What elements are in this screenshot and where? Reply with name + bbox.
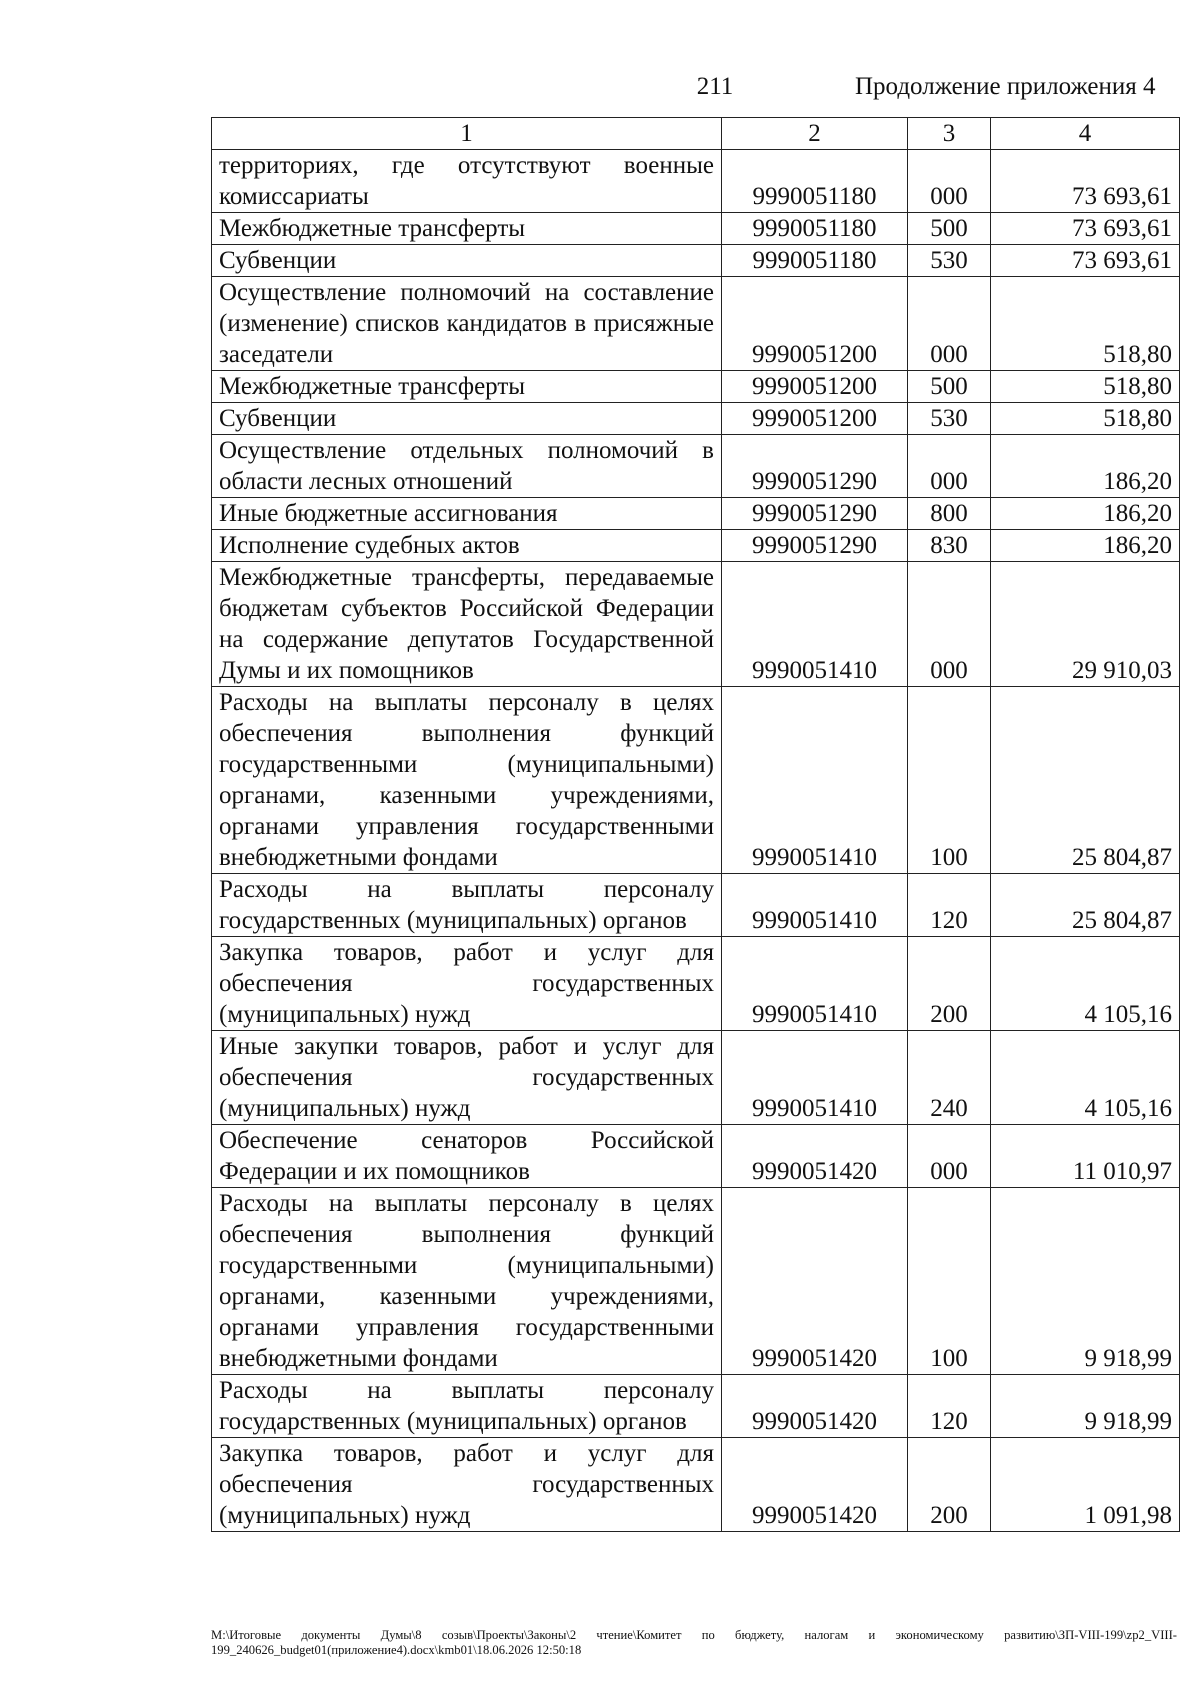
row-amount: 186,20: [991, 498, 1180, 530]
row-type: 530: [908, 403, 991, 435]
row-name: Иные бюджетные ассигнования: [212, 498, 722, 530]
row-name: Исполнение судебных актов: [212, 530, 722, 562]
row-amount: 186,20: [991, 530, 1180, 562]
table-row: [212, 213, 1180, 245]
row-code: 9990051180: [722, 213, 908, 245]
row-code: 9990051290: [722, 530, 908, 562]
row-name: Иные закупки товаров, работ и услуг для обеспечения государственных (муниципальных) нужд: [212, 1031, 722, 1125]
row-code: 9990051410: [722, 937, 908, 1031]
row-code: 9990051290: [722, 498, 908, 530]
row-name: Межбюджетные трансферты, передаваемые бюджетам субъектов Российской Федерации на содержание депутатов Государственной Думы и их помощников: [212, 562, 722, 687]
row-code: 9990051420: [722, 1125, 908, 1188]
row-type: 530: [908, 245, 991, 277]
column-header-type: 3: [908, 118, 991, 150]
row-amount: 11 010,97: [991, 1125, 1180, 1188]
row-code: 9990051410: [722, 562, 908, 687]
row-amount: 518,80: [991, 403, 1180, 435]
column-header-code: 2: [722, 118, 908, 150]
row-type: 000: [908, 150, 991, 213]
row-name: Обеспечение сенаторов Российской Федерации и их помощников: [212, 1125, 722, 1188]
budget-table: [211, 117, 1180, 1532]
row-amount: 25 804,87: [991, 687, 1180, 874]
table-row: [212, 277, 1180, 371]
row-name: Расходы на выплаты персоналу государственных (муниципальных) органов: [212, 874, 722, 937]
table-row: [212, 687, 1180, 874]
row-amount: 9 918,99: [991, 1375, 1180, 1438]
row-code: 9990051200: [722, 403, 908, 435]
row-type: 830: [908, 530, 991, 562]
table-row: [212, 1031, 1180, 1125]
table-row: [212, 1438, 1180, 1532]
row-code: 9990051290: [722, 435, 908, 498]
row-type: 100: [908, 687, 991, 874]
table-row: [212, 874, 1180, 937]
row-type: 000: [908, 435, 991, 498]
row-type: 200: [908, 1438, 991, 1532]
row-name: Межбюджетные трансферты: [212, 371, 722, 403]
row-type: 500: [908, 371, 991, 403]
row-type: 000: [908, 562, 991, 687]
row-type: 240: [908, 1031, 991, 1125]
row-code: 9990051200: [722, 371, 908, 403]
row-type: 120: [908, 1375, 991, 1438]
row-code: 9990051410: [722, 1031, 908, 1125]
row-type: 000: [908, 1125, 991, 1188]
page-number: 211: [696, 73, 734, 100]
row-type: 000: [908, 277, 991, 371]
table-row: [212, 530, 1180, 562]
row-code: 9990051180: [722, 150, 908, 213]
row-name: Межбюджетные трансферты: [212, 213, 722, 245]
row-name: Субвенции: [212, 245, 722, 277]
row-amount: 518,80: [991, 371, 1180, 403]
row-code: 9990051420: [722, 1438, 908, 1532]
row-name: Осуществление полномочий на составление (изменение) списков кандидатов в присяжные заседатели: [212, 277, 722, 371]
table-row: [212, 1188, 1180, 1375]
row-code: 9990051420: [722, 1375, 908, 1438]
row-amount: 25 804,87: [991, 874, 1180, 937]
row-code: 9990051410: [722, 874, 908, 937]
row-amount: 9 918,99: [991, 1188, 1180, 1375]
table-row: [212, 937, 1180, 1031]
row-type: 800: [908, 498, 991, 530]
row-code: 9990051410: [722, 687, 908, 874]
row-name: Расходы на выплаты персоналу в целях обеспечения выполнения функций государственными (муниципальными) органами, казенными учреждениями, органами управления государственными внебюджетными фондами: [212, 687, 722, 874]
row-type: 500: [908, 213, 991, 245]
row-name: Расходы на выплаты персоналу в целях обеспечения выполнения функций государственными (муниципальными) органами, казенными учреждениями, органами управления государственными внебюджетными фондами: [212, 1188, 722, 1375]
row-amount: 73 693,61: [991, 150, 1180, 213]
row-amount: 29 910,03: [991, 562, 1180, 687]
table-row: [212, 245, 1180, 277]
row-code: 9990051420: [722, 1188, 908, 1375]
column-header-amount: 4: [991, 118, 1180, 150]
column-header-name: 1: [212, 118, 722, 150]
row-type: 120: [908, 874, 991, 937]
row-amount: 73 693,61: [991, 213, 1180, 245]
row-amount: 73 693,61: [991, 245, 1180, 277]
row-name: Закупка товаров, работ и услуг для обеспечения государственных (муниципальных) нужд: [212, 937, 722, 1031]
row-name: Субвенции: [212, 403, 722, 435]
row-type: 200: [908, 937, 991, 1031]
table-row: [212, 1125, 1180, 1188]
row-type: 100: [908, 1188, 991, 1375]
row-code: 9990051180: [722, 245, 908, 277]
table-row: [212, 150, 1180, 213]
table-row: [212, 562, 1180, 687]
table-row: [212, 498, 1180, 530]
row-name: Осуществление отдельных полномочий в области лесных отношений: [212, 435, 722, 498]
row-name: Расходы на выплаты персоналу государственных (муниципальных) органов: [212, 1375, 722, 1438]
row-amount: 4 105,16: [991, 1031, 1180, 1125]
table-row: [212, 1375, 1180, 1438]
row-code: 9990051200: [722, 277, 908, 371]
row-amount: 1 091,98: [991, 1438, 1180, 1532]
table-row: [212, 371, 1180, 403]
table-row: [212, 435, 1180, 498]
footer-file-path: М:\Итоговые документы Думы\8 созыв\Проекты\Законы\2 чтение\Комитет по бюджету, налогам и экономическому развитию\ЗП-VIII-199\zp2_VIII-199_240626_budget01(приложение4).docx\kmb01\18.06.2026 12:50:18: [211, 1628, 1177, 1657]
table-header-row: [212, 118, 1180, 150]
table-row: [212, 403, 1180, 435]
row-amount: 186,20: [991, 435, 1180, 498]
row-name: Закупка товаров, работ и услуг для обеспечения государственных (муниципальных) нужд: [212, 1438, 722, 1532]
row-amount: 4 105,16: [991, 937, 1180, 1031]
continuation-label: Продолжение приложения 4: [855, 73, 1156, 100]
row-amount: 518,80: [991, 277, 1180, 371]
row-name: территориях, где отсутствуют военные комиссариаты: [212, 150, 722, 213]
